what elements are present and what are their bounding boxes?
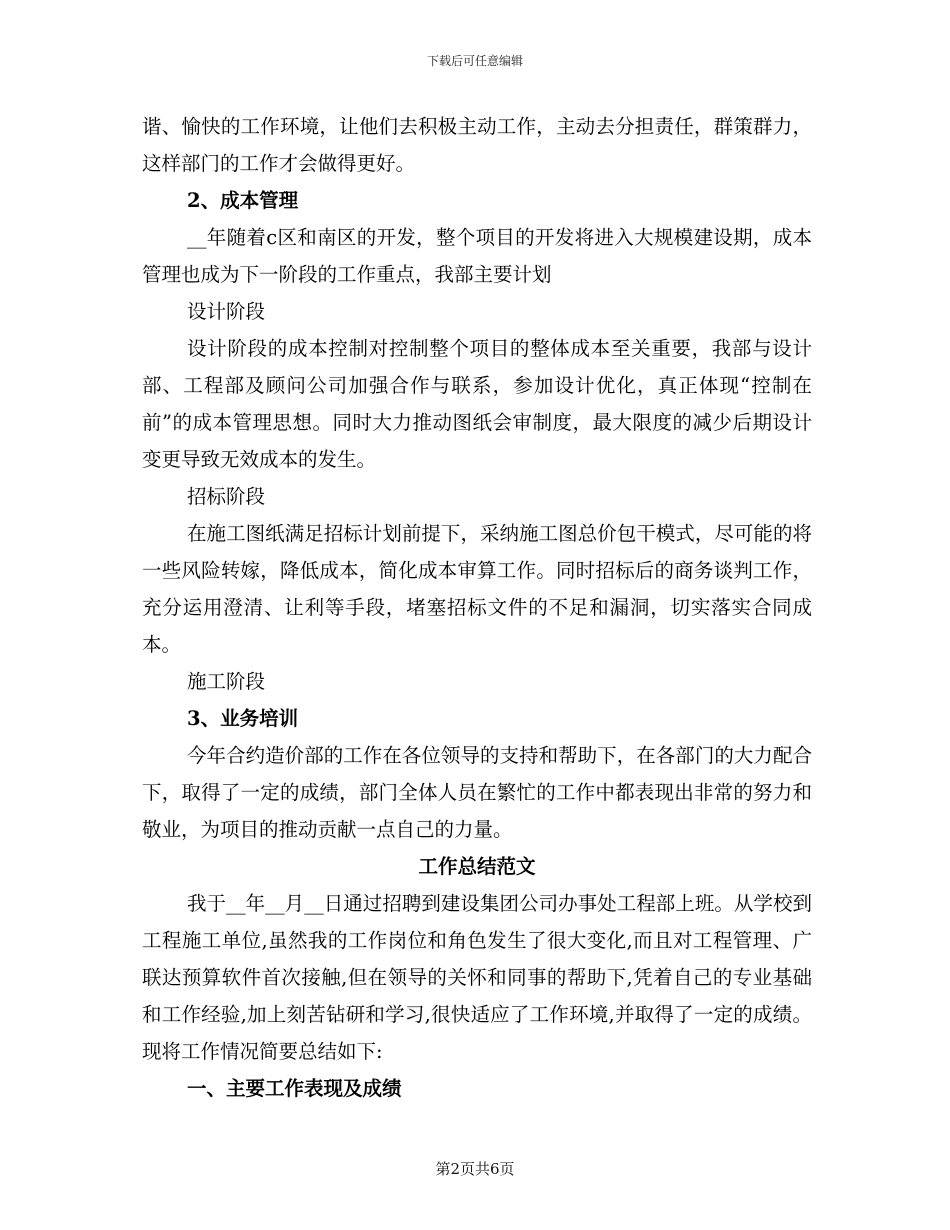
subheading-design-stage: 设计阶段 (187, 300, 266, 323)
subheading-bidding-stage: 招标阶段 (187, 485, 266, 508)
document-title: 工作总结范文 (418, 855, 536, 878)
page-footer: 第2页共6页 (435, 1160, 515, 1178)
paragraph-bidding-stage: 在施工图纸满足招标计划前提下，采纳施工图总价包干模式，尽可能的将一些风险转嫁，降低成本，简化成本审算工作。同时招标后的商务谈判工作，充分运用澄清、让利等手段，堵塞招标文件的不足和漏洞，切实落实合同成本。 (142, 522, 812, 656)
paragraph-intro: 我于__年__月__日通过招聘到建设集团公司办事处工程部上班。从学校到工程施工单位,虽然我的工作岗位和角色发生了很大变化,而且对工程管理、广联达预算软件首次接触,但在领导的关怀和同事的帮助下,凭着自己的专业基础和工作经验,加上刻苦钻研和学习,很快适应了工作环境,并取得了一定的成绩。现将工作情况简要总结如下: (142, 892, 812, 1063)
page-header: 下载后可任意编辑 (426, 54, 523, 68)
paragraph-training: 今年合约造价部的工作在各位领导的支持和帮助下，在各部门的大力配合下，取得了一定的成绩，部门全体人员在繁忙的工作中都表现出非常的努力和敬业，为项目的推动贡献一点自己的力量。 (142, 744, 812, 841)
paragraph-cost-plan: __年随着c区和南区的开发，整个项目的开发将进入大规模建设期，成本管理也成为下一阶段的工作重点，我部主要计划 (142, 226, 812, 286)
section-heading-training: 3、业务培训 (187, 707, 299, 730)
paragraph-continuation: 谐、愉快的工作环境，让他们去积极主动工作，主动去分担责任，群策群力，这样部门的工作才会做得更好。 (142, 115, 812, 175)
document-body (142, 108, 812, 1107)
section-heading-main-work: 一、主要工作表现及成绩 (187, 1077, 402, 1100)
subheading-construction-stage: 施工阶段 (187, 670, 266, 693)
section-heading-cost-management: 2、成本管理 (187, 189, 299, 212)
paragraph-design-stage: 设计阶段的成本控制对控制整个项目的整体成本至关重要，我部与设计部、工程部及顾问公司加强合作与联系，参加设计优化，真正体现“控制在前”的成本管理思想。同时大力推动图纸会审制度，最大限度的减少后期设计变更导致无效成本的发生。 (142, 337, 812, 471)
